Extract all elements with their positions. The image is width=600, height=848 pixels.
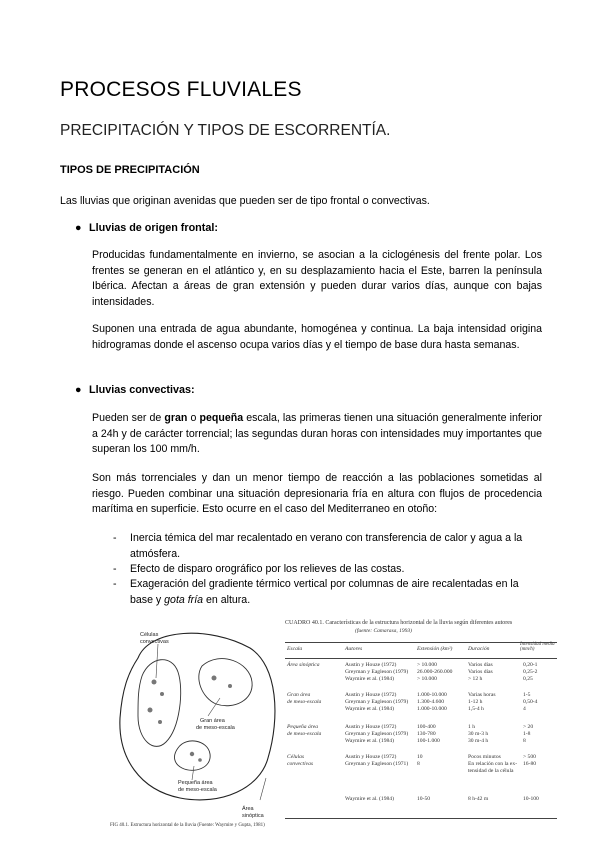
list-item-2: Efecto de disparo orográfico por los relieves de las costas. (130, 563, 405, 575)
cell-mark (212, 676, 217, 681)
label-small (178, 780, 218, 793)
cell-mark (158, 720, 162, 724)
table-cell: 10-100 (523, 796, 539, 802)
label-meso (196, 718, 236, 731)
label-meso-line2: de meso-escala (196, 725, 235, 731)
table-header: Autores (345, 646, 363, 652)
label-small-line2: de meso-escala (178, 787, 217, 793)
leader-line (192, 766, 194, 780)
frontal-paragraph-1: Producidas fundamentalmente en invierno, se asocian a la ciclogénesis del frente polar. Los frentes se generan en el atlántico y, en su desplazamiento hacia el Este, barren la península Ibérica. Afectan a áreas de gran extensión y pueden durar varios días, aunque con bajas intensidades. (92, 249, 542, 308)
bullet-frontal-label: Lluvias de origen frontal: (89, 222, 218, 234)
table-cell: Austin y Houze (1972) Greyman y Eagleson (1971) (345, 754, 409, 767)
table-cell: Austin y Houze (1972) Greyman y Eagleson (1979) Waymire et al. (1984) (345, 692, 409, 712)
table-rule (285, 658, 557, 659)
text-run: escala, las primeras tienen una situación generalmente inferior a 24h y de carácter torrencial; las segundas duran horas con intensidades muy importantes que superan los 100 mm/h. (92, 412, 542, 456)
label-cells (140, 632, 169, 645)
table-header: Duración (468, 646, 490, 652)
leader-line (260, 778, 266, 800)
list-dash (113, 577, 130, 593)
table-header: Extensión (km²) (417, 646, 453, 652)
table-cell: Waymire et al. (1984) (345, 796, 394, 802)
table-cell: Gran área de meso-escala (287, 692, 322, 705)
bullet-icon: ● (75, 222, 82, 234)
cell-mark (228, 684, 232, 688)
cell-mark (190, 752, 194, 756)
table-rule (285, 642, 557, 643)
frontal-paragraph-2: Suponen una entrada de agua abundante, homogénea y continua. La baja intensidad origina hidrogramas donde el ascenso ocupa varios días y el tiempo de base dura hasta semanas. (92, 323, 542, 351)
emphasis-pequena: pequeña (199, 412, 244, 424)
convective-paragraph-2: Son más torrenciales y dan un menor tiempo de reacción a las poblaciones sometidas al riesgo. Pueden combinar una situación depresionaria fría en altura con flujos de procedencia marítima en superficie. Esto ocurre en el caso del Mediterraneo en otoño: (92, 472, 542, 516)
table-cell: Área sinóptica (287, 662, 320, 668)
emphasis-gran: gran (164, 412, 188, 424)
bullet-convective (75, 384, 195, 396)
cell-mark (152, 680, 157, 685)
bullet-frontal (75, 222, 218, 234)
table-cell: Pocos minutos En relación con la ex- tensidad de la célula (468, 754, 518, 774)
table-cell: 10-50 (417, 796, 431, 802)
dash-icon: - (113, 532, 117, 544)
table-cell: 1 h 30 m-3 h 30 m-4 h (468, 724, 489, 744)
synoptic-area-outline (120, 633, 275, 800)
label-synoptic-line2: sinóptica (242, 813, 264, 819)
table-caption: CUADRO 40.1. Características de la estructura horizontal de la lluvia según diferentes autores (285, 620, 513, 626)
dash-icon: - (113, 578, 117, 590)
table-cell: 8 h-42 m (468, 796, 489, 802)
convective-paragraph-1 (92, 411, 542, 458)
text-run: en altura. (203, 593, 251, 606)
mesoscale-large-outline-2 (199, 659, 252, 706)
page-title: PROCESOS FLUVIALES (60, 78, 302, 101)
rain-structure-figure (110, 618, 280, 828)
table-cell: 100-400 130-780 100-1.000 (417, 724, 440, 744)
bullet-convective-label: Lluvias convectivas: (89, 384, 195, 396)
label-cells-line1: Células (140, 632, 159, 638)
label-meso-line1: Gran área (200, 718, 225, 724)
table-cell: 1-5 0,50-4 4 (523, 692, 538, 712)
table-cell: 10 8 (417, 754, 423, 767)
table-cell: Varios días Varios días > 12 h (468, 662, 493, 682)
cell-mark (198, 758, 202, 762)
label-small-line1: Pequeña área (178, 780, 213, 786)
table-cell: Células convectivas (287, 754, 314, 767)
figure-caption: FIG 40.1. Estructura horizontal de la lluvia (Fuente: Waymire y Gupta, 1981) (110, 823, 265, 828)
label-synoptic (242, 805, 265, 819)
table-rule (285, 818, 557, 819)
text-run: Pueden ser de (92, 412, 165, 424)
mesoscale-large-outline (138, 660, 181, 747)
label-synoptic-line1: Área (242, 806, 254, 812)
table-cell: Austin y Houze (1972) Greyman y Eagleson (1979) Waymire et al. (1984) (345, 724, 409, 744)
list-item-1: Inercia témica del mar recalentado en verano con transferencia de calor y agua a la atmósfera. (130, 532, 523, 560)
text-run: Exageración del gradiente térmico vertical por columnas de aire recalentadas en la base y (130, 578, 519, 606)
table-cell: Austin y Houze (1972) Greyman y Eagleson (1979) Waymire et al. (1984) (345, 662, 409, 682)
table-cell: > 10.000 26.000-260.000 > 10.000 (417, 662, 453, 682)
table-cell: 0,20-1 0,25-2 0,25 (523, 662, 538, 682)
list-item-3 (130, 577, 542, 608)
cell-mark (160, 692, 164, 696)
page-subtitle: PRECIPITACIÓN Y TIPOS DE ESCORRENTÍA. (60, 122, 391, 139)
dash-icon: - (113, 563, 117, 575)
table-source: (fuente: Camarasa, 1993) (355, 628, 412, 634)
emphasis-gota-fria: gota fría (164, 593, 204, 606)
section-heading: TIPOS DE PRECIPITACIÓN (60, 164, 200, 176)
table-cell: Pequeña área de meso-escala (287, 724, 322, 737)
list-dash (113, 562, 130, 578)
list-dash (113, 531, 130, 547)
text-run: o (187, 412, 200, 424)
intro-paragraph: Las lluvias que originan avenidas que pueden ser de tipo frontal o convectivas. (60, 195, 430, 207)
bullet-icon: ● (75, 384, 82, 396)
table-header: Intensidad media (mm/h) (520, 642, 555, 652)
rain-structure-table (285, 620, 557, 825)
cell-mark (148, 708, 153, 713)
label-cells-line2: convectivas (140, 639, 169, 645)
table-cell: > 20 1-8 8 (523, 724, 534, 744)
table-cell: > 500 16-80 (523, 754, 537, 767)
table-cell: Varias horas 1-12 h 1,5-4 h (468, 692, 496, 712)
table-cell: 1.000-10.000 1.300-4.600 1.000-10.000 (417, 692, 447, 712)
table-header: Escala (287, 646, 303, 652)
